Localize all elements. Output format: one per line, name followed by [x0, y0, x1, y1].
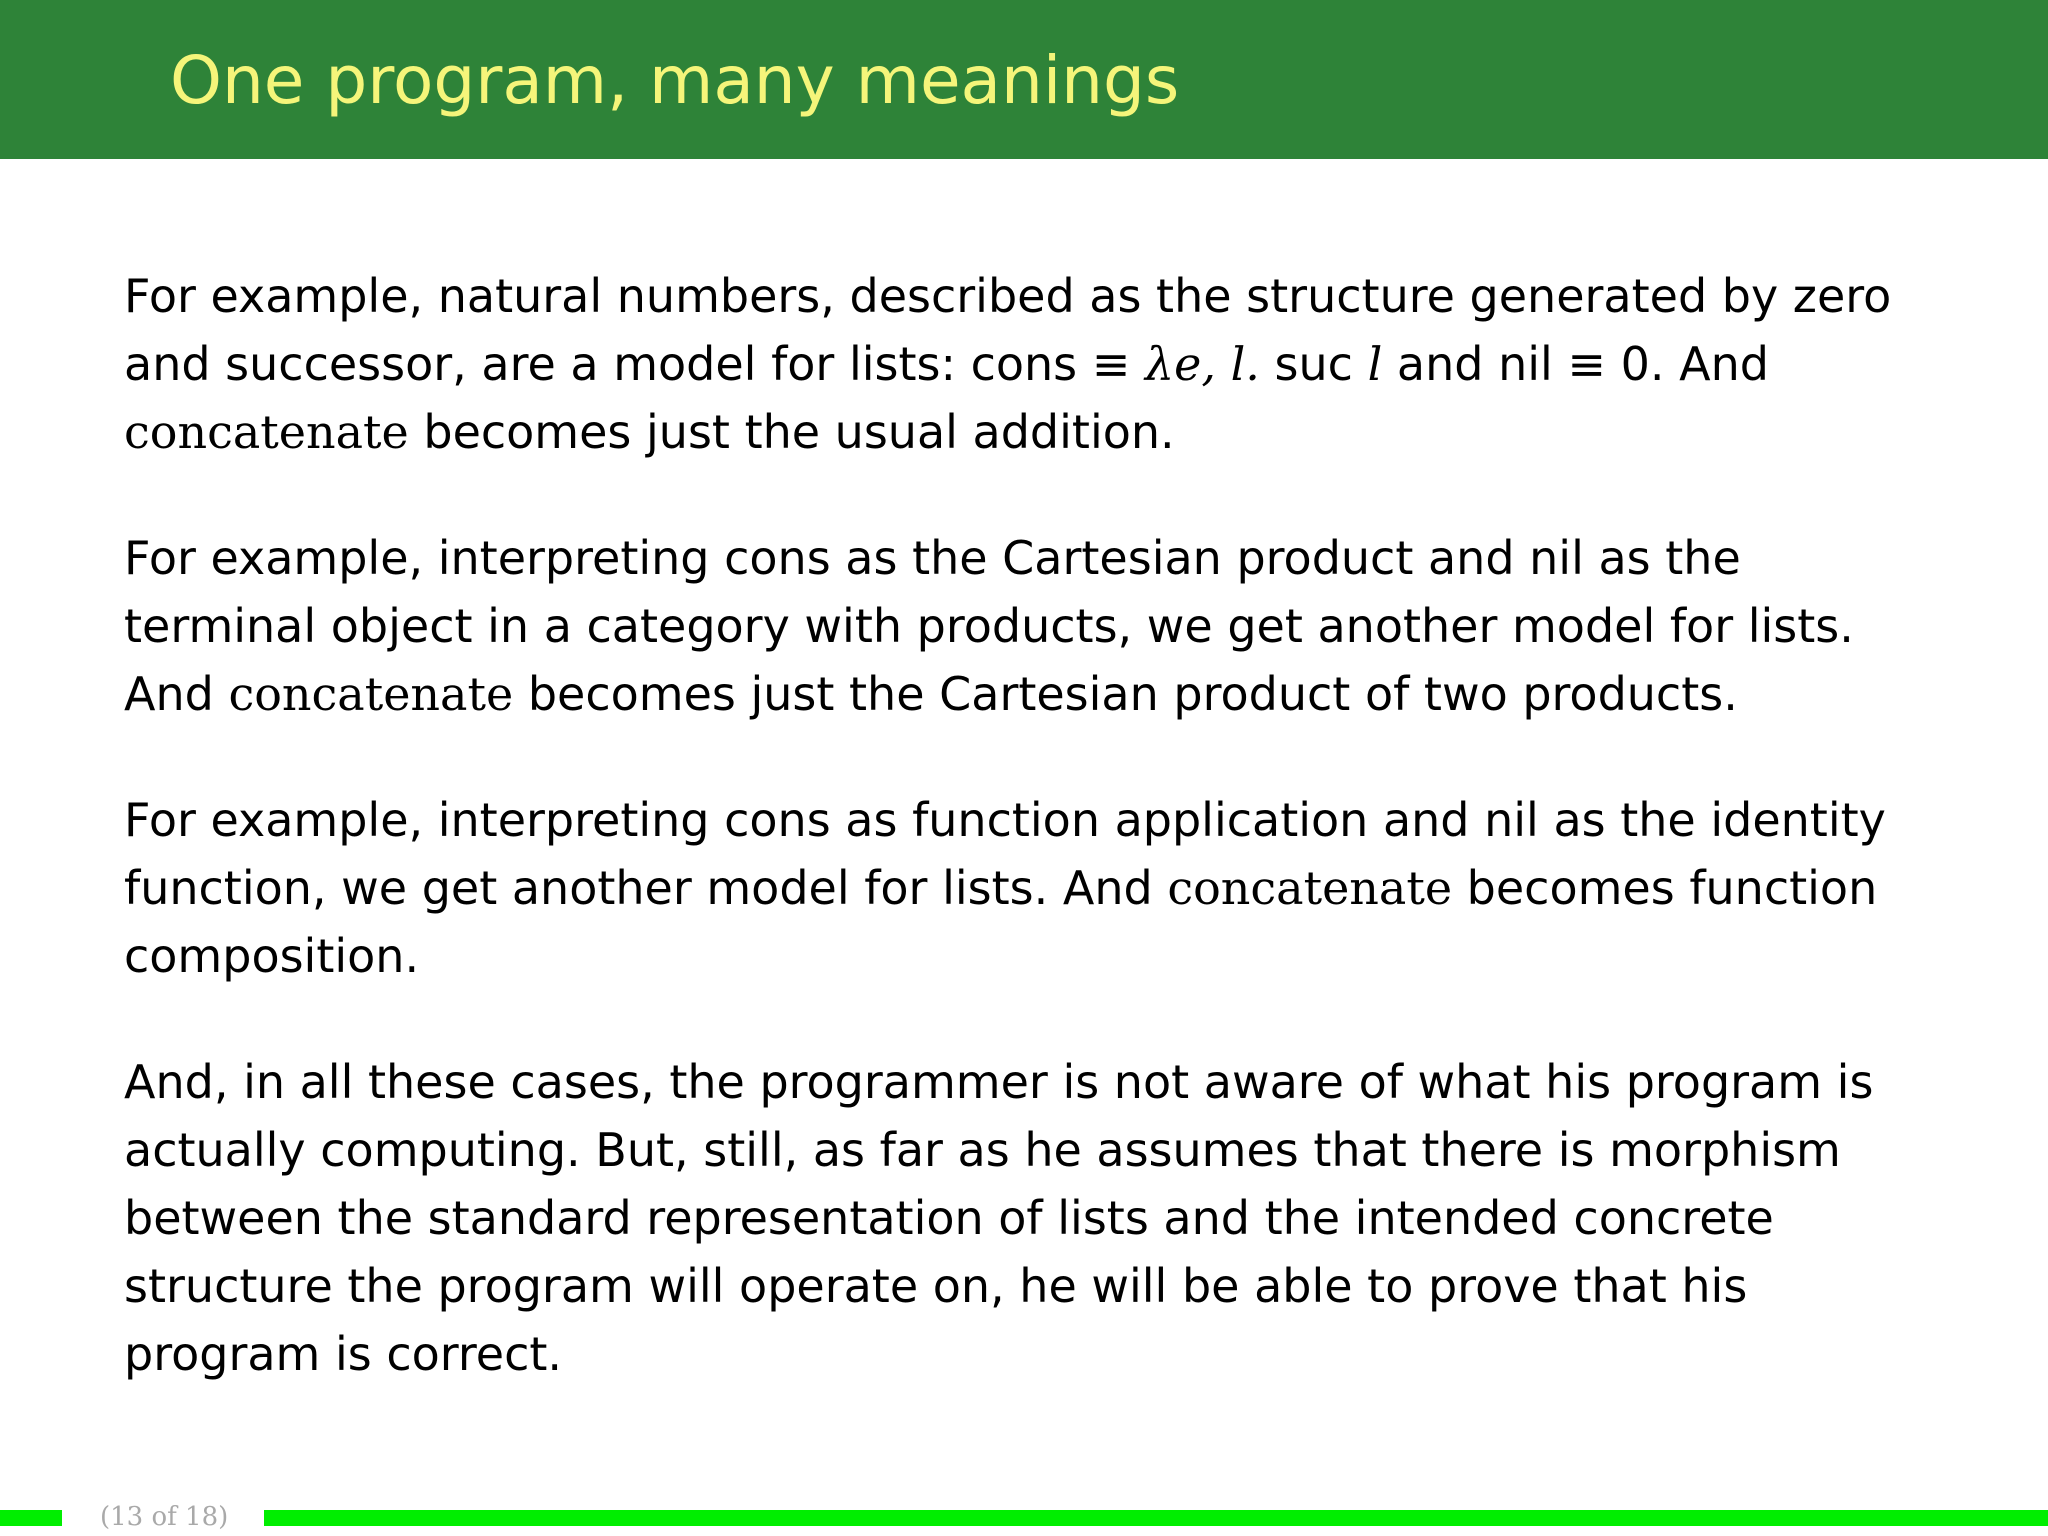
slide-body: [124, 262, 1954, 1446]
paragraph-function-application: [124, 786, 1954, 990]
text-line: [124, 660, 1954, 728]
slide-footer: [0, 1502, 2048, 1532]
paragraph-cartesian-product: [124, 524, 1954, 728]
text-line: [124, 854, 1954, 922]
text-line: program is correct.: [124, 1327, 563, 1381]
text-fragment: becomes function: [1452, 861, 1878, 915]
text-line: between the standard representation of lists and the intended concrete: [124, 1191, 1774, 1245]
slide-title: One program, many meanings: [170, 42, 1180, 119]
text-fragment: and nil ≡ 0. And: [1382, 337, 1769, 391]
text-line: composition.: [124, 929, 420, 983]
function-name-concatenate: concatenate: [1167, 861, 1453, 915]
text-line: For example, interpreting cons as the Cartesian product and nil as the: [124, 531, 1741, 585]
text-fragment: And: [124, 667, 229, 721]
function-name-concatenate: concatenate: [228, 667, 514, 721]
text-fragment: becomes just the usual addition.: [408, 405, 1175, 459]
text-fragment: becomes just the Cartesian product of two products.: [513, 667, 1738, 721]
text-line: For example, natural numbers, described as the structure generated by zero: [124, 269, 1892, 323]
text-fragment: function, we get another model for lists. And: [124, 861, 1168, 915]
footer-bar-left: [0, 1510, 62, 1526]
text-line: structure the program will operate on, he will be able to prove that his: [124, 1259, 1748, 1313]
text-line: terminal object in a category with products, we get another model for lists.: [124, 599, 1854, 653]
text-line: For example, interpreting cons as function application and nil as the identity: [124, 793, 1886, 847]
paragraph-conclusion: [124, 1048, 1954, 1388]
text-line: [124, 398, 1954, 466]
footer-progress-bar: [264, 1510, 2048, 1526]
text-fragment: suc: [1259, 337, 1368, 391]
lambda-expression: λe, l.: [1144, 337, 1260, 391]
text-fragment: and successor, are a model for lists: cons ≡: [124, 337, 1145, 391]
text-line: actually computing. But, still, as far as he assumes that there is morphism: [124, 1123, 1841, 1177]
function-name-concatenate: concatenate: [124, 405, 409, 459]
page-indicator: (13 of 18): [100, 1502, 229, 1532]
slide-header: [0, 0, 2048, 159]
paragraph-natural-numbers: [124, 262, 1954, 466]
math-variable: l: [1367, 337, 1383, 391]
text-line: [124, 330, 1954, 398]
text-line: And, in all these cases, the programmer is not aware of what his program is: [124, 1055, 1874, 1109]
